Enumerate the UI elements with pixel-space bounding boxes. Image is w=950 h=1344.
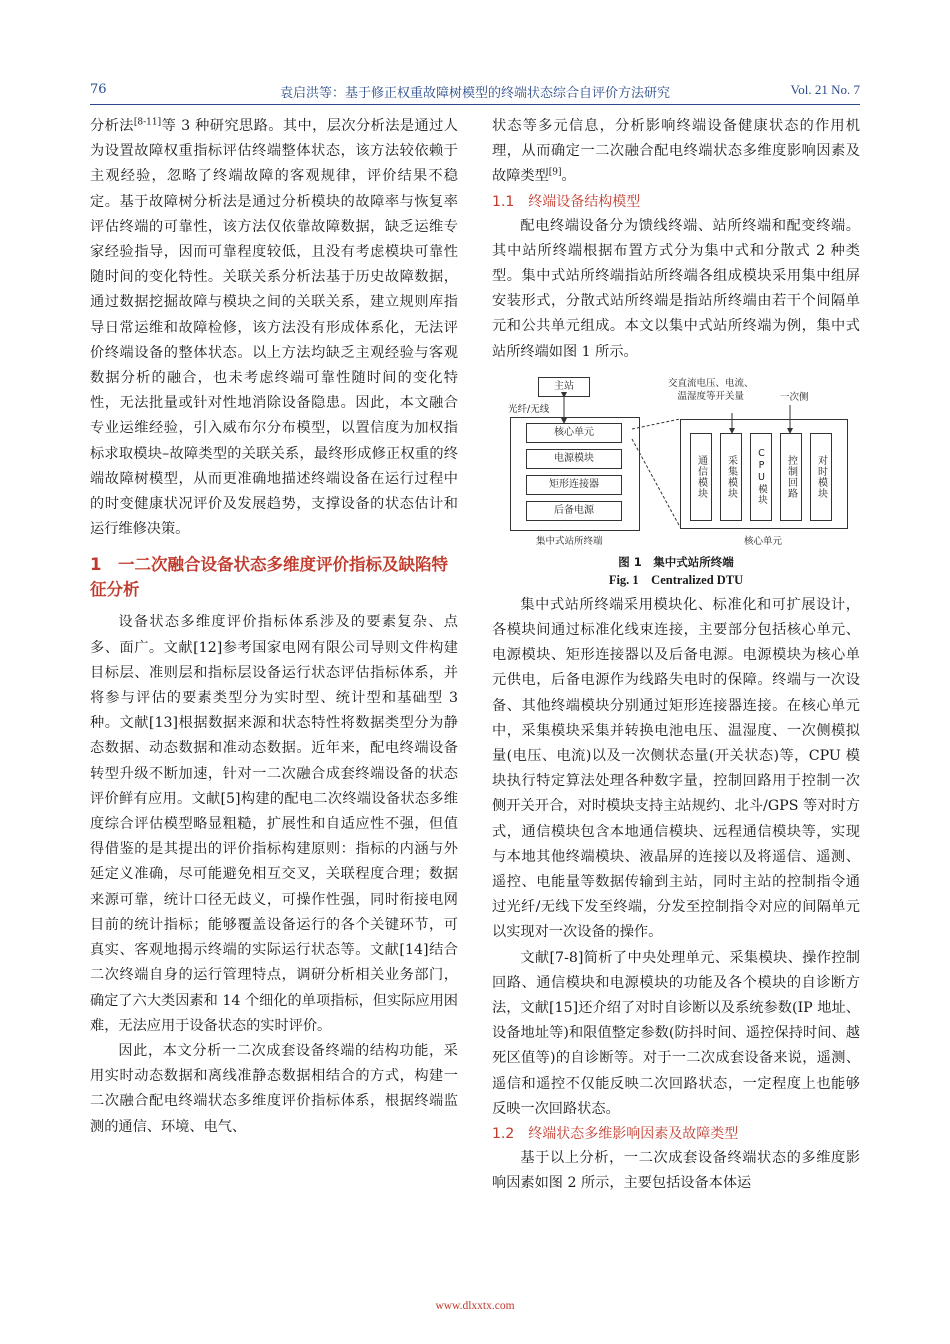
citation-ref: [8-11] bbox=[133, 117, 162, 128]
text-run: 分析法 bbox=[90, 118, 134, 134]
primary-side-label: 一次侧 bbox=[780, 391, 809, 403]
master-station-box: 主站 bbox=[538, 377, 590, 397]
right-column bbox=[492, 114, 860, 1197]
core-module-control: 控制回路 bbox=[780, 433, 802, 521]
header-rule bbox=[90, 104, 860, 105]
dtu-caption: 集中式站所终端 bbox=[536, 535, 603, 547]
section-1-2-heading bbox=[492, 1122, 860, 1146]
core-module-timing: 对时模块 bbox=[810, 433, 832, 521]
core-module-acquisition: 采集模块 bbox=[720, 433, 742, 521]
right-paragraph-4: 文献[7-8]简析了中央处理单元、采集模块、操作控制回路、通信模块和电源模块的功能及各个模块的自诊断方法，文献[15]还介绍了对时自诊断以及系统参数(IP 地址、设备地址等)和限值整定参数(防抖时间、遥控保持时间、越死区值等)的自诊断等。对于一二次成套设备来说，遥测、遥信和遥控不仅能反映二次回路状态，一定程度上也能够反映一次回路状态。 bbox=[492, 949, 860, 1117]
section-title: 终端状态多维影响因素及故障类型 bbox=[528, 1126, 739, 1143]
right-paragraph-3: 集中式站所终端采用模块化、标准化和可扩展设计，各模块间通过标准化线束连接，主要部分包括核心单元、电源模块、矩形连接器以及后备电源。电源模块为核心单元供电，后备电源作为线路失电时的保障。终端与一次设备、其他终端模块分别通过矩形连接器连接。在核心单元中，采集模块采集并转换电池电压、温湿度、一次侧模拟量(电压、电流)以及一次侧状态量(开关状态)等，CPU 模块执行特定算法处理各种数字量，控制回路用于控制一次侧开关开合，对时模块支持主站规约、北斗/GPS 等对时方式，通信模块包含本地通信模块、远程通信模块等，实现与本地其他终端模块、液晶屏的连接以及将遥信、遥测、遥控、电能量等数据传输到主站，同时主站的控制指令通过光纤/无线下发至终端，分发至控制指令对应的间隔单元以实现对一次设备的操作。 bbox=[492, 596, 860, 941]
footer-url: www.dlxxtx.com bbox=[435, 1300, 515, 1312]
inputs-label: 交直流电压、电流、 温湿度等开关量 bbox=[668, 377, 754, 402]
running-header bbox=[90, 82, 860, 102]
text-run: 状态等多元信息，分析影响终端设备健康状态的作用机理，从而确定一二次融合配电终端状态多维度影响因素及故障类型 bbox=[492, 118, 860, 185]
page-number: 76 bbox=[90, 82, 107, 97]
left-paragraph-3: 因此，本文分析一二次成套设备终端的结构功能，采用实时动态数据和离线准静态数据相结合的方式，构建一二次融合配电终端状态多维度评价指标体系，根据终端监测的通信、环境、电气、 bbox=[90, 1042, 458, 1135]
module-core-unit: 核心单元 bbox=[526, 423, 622, 443]
right-paragraph-5: 基于以上分析，一二次成套设备终端状态的多维度影响因素如图 2 所示，主要包括设备本体运 bbox=[492, 1150, 860, 1192]
link-label: 光纤/无线 bbox=[508, 403, 550, 415]
left-paragraph-1 bbox=[90, 114, 458, 542]
section-number: 1.2 bbox=[492, 1126, 515, 1143]
left-paragraph-2: 设备状态多维度评价指标体系涉及的要素复杂、点多、面广。文献[12]参考国家电网有限公司导则文件构建目标层、准则层和指标层设备运行状态评估指标体系，并将参与评估的要素类型分为实时型、统计型和基础型 3 种。文献[13]根据数据来源和状态特性将数据类型分为静态数据、动态数据和准动态数据。近年来，配电终端设备转型升级不断加速，针对一二次融合成套终端设备的状态评价鲜有应用。文献[5]构建的配电二次终端设备状态多维度综合评估模型略显粗糙，扩展性和自适应性不强，但值得借鉴的是其提出的评价指标构建原则：指标的内涵与外延定义准确，尽可能避免相互交叉，关联程度合理；数据来源可靠，统计口径无歧义，可操作性强，同时衔接电网目前的统计指标；能够覆盖设备运行的各个关键环节，可真实、客观地揭示终端的实际运行状态等。文献[14]结合二次终端自身的运行管理特点，调研分析相关业务部门，确定了六大类因素和 14 个细化的单项指标，但实际应用困难，无法应用于设备状态的实时评价。 bbox=[90, 614, 458, 1034]
figure-1-caption-cn: 图 1 集中式站所终端 bbox=[618, 554, 734, 569]
citation-ref: [9] bbox=[548, 167, 562, 178]
core-caption: 核心单元 bbox=[744, 535, 783, 547]
volume-label: Vol. 21 No. 7 bbox=[790, 82, 860, 97]
module-connector: 矩形连接器 bbox=[526, 475, 622, 495]
left-column bbox=[90, 114, 458, 1140]
section-1-heading: 1 一二次融合设备状态多维度评价指标及缺陷特征分析 bbox=[90, 555, 448, 600]
section-1-1-heading bbox=[492, 190, 860, 214]
text-run: 。 bbox=[561, 168, 576, 185]
right-paragraph-1 bbox=[492, 114, 860, 190]
figure-1-diagram bbox=[492, 375, 860, 547]
module-backup-power: 后备电源 bbox=[526, 501, 622, 521]
right-paragraph-2: 配电终端设备分为馈线终端、站所终端和配变终端。其中站所终端根据布置方式分为集中式和分散式 2 种类型。集中式站所终端指站所终端各组成模块采用集中组屏安装形式，分散式站所终端是指站所终端由若干个间隔单元和公共单元组成。本文以集中式站所终端为例，集中式站所终端如图 1 所示。 bbox=[492, 217, 860, 360]
running-title: 袁启洪等：基于修正权重故障树模型的终端状态综合自评价方法研究 bbox=[279, 86, 670, 101]
section-number: 1.1 bbox=[492, 193, 515, 210]
section-title: 终端设备结构模型 bbox=[528, 193, 641, 210]
module-power: 电源模块 bbox=[526, 449, 622, 469]
core-module-cpu: CPU模块 bbox=[750, 433, 772, 521]
figure-1-caption-en: Fig. 1 Centralized DTU bbox=[608, 572, 744, 587]
text-run: 等 3 种研究思路。其中，层次分析法是通过人为设置故障权重指标评估终端整体状态，该方法较依赖于主观经验，忽略了终端故障的客观规律，评价结果不稳定。基于故障树分析法是通过分析模块的故障率与恢复率评估终端的可靠性，该方法仅依靠故障数据，缺乏运维专家经验指导，因而可靠程度较低，且没有考虑模块可靠性随时间的变化特性。关联关系分析法基于历史故障数据，通过数据挖掘故障与模块之间的关联关系，建立规则库指导日常运维和故障检修，该方法没有形成体系化，无法评价终端设备的整体状态。以上方法均缺乏主观经验与客观数据分析的融合，也未考虑终端可靠性随时间的变化特性，无法批量或针对性地消除设备隐患。因此，本文融合专业运维经验，引入威布尔分布模型，以置信度为加权指标求取模块–故障类型的关联关系，最终形成修正权重的终端故障树模型，从而更准确地描述终端设备在运行过程中的时变健康状况评价及发展趋势，支撑设备的状态估计和运行维修决策。 bbox=[90, 118, 458, 538]
core-module-comm: 通信模块 bbox=[690, 433, 712, 521]
